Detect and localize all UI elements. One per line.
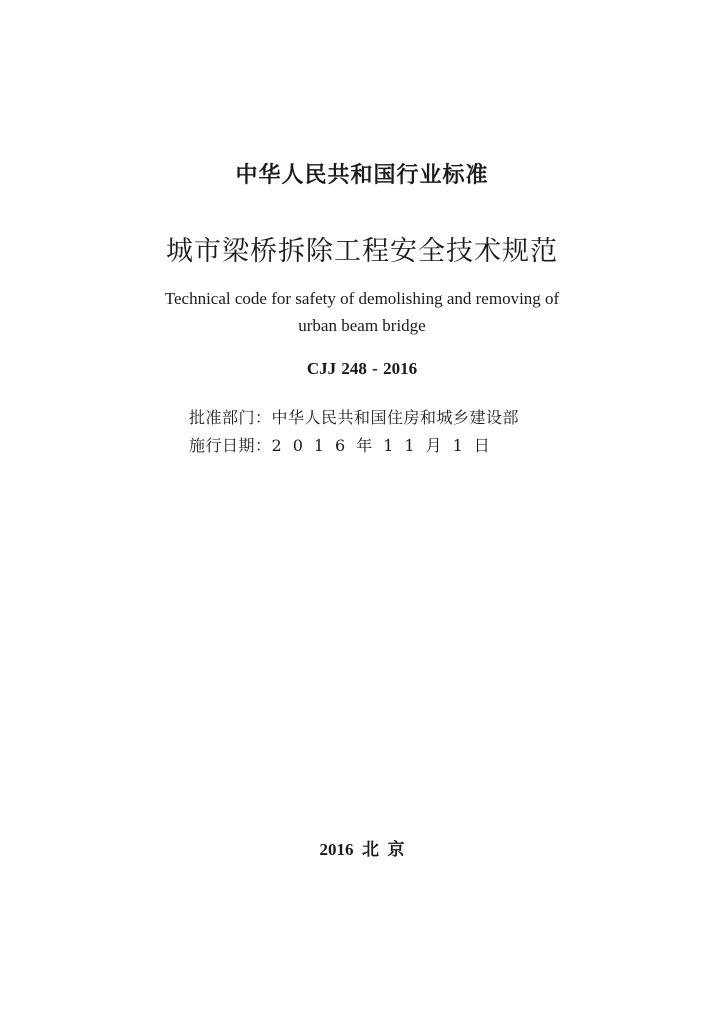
standard-code: CJJ 248 - 2016 [306, 359, 418, 378]
title-en-line-2: urban beam bridge [298, 316, 426, 335]
effective-date-label: 施行日期： [189, 436, 272, 455]
document-title-cn: 城市梁桥拆除工程安全技术规范 [166, 236, 558, 267]
document-title-en [0, 285, 724, 339]
approval-label: 批准部门： [189, 408, 272, 427]
standard-category: 中华人民共和国行业标准 [235, 163, 489, 188]
effective-date-row [189, 433, 501, 456]
approval-row [189, 405, 519, 428]
effective-date-value: 2016年11月1日 [271, 436, 501, 455]
publication-footer: 2016 北 京 [319, 840, 405, 859]
title-en-line-1: Technical code for safety of demolishing and removing of [164, 289, 560, 308]
approval-value: 中华人民共和国住房和城乡建设部 [271, 408, 520, 427]
